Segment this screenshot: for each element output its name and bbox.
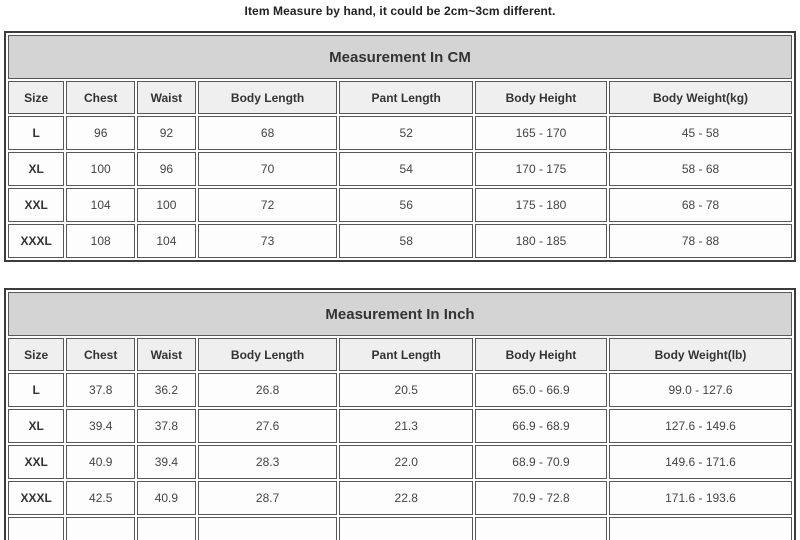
table-cell: 58 bbox=[339, 224, 473, 258]
table-cell bbox=[475, 517, 607, 540]
table-cell: 39.4 bbox=[66, 409, 135, 443]
column-header-body-height: Body Height bbox=[475, 338, 607, 371]
table-cell: 175 - 180 bbox=[475, 188, 607, 222]
table-cell: 127.6 - 149.6 bbox=[609, 409, 792, 443]
table-cell: 21.3 bbox=[339, 409, 473, 443]
table-cell: 100 bbox=[137, 188, 196, 222]
table-cell: 149.6 - 171.6 bbox=[609, 445, 792, 479]
table-cell: 171.6 - 193.6 bbox=[609, 481, 792, 515]
measure-disclaimer-text: Item Measure by hand, it could be 2cm~3cm different. bbox=[244, 4, 556, 18]
table-cell bbox=[66, 517, 135, 540]
table-cell: 40.9 bbox=[137, 481, 196, 515]
table-cell bbox=[8, 517, 64, 540]
inch-measurement-table bbox=[4, 288, 796, 540]
table-cell bbox=[198, 517, 338, 540]
size-label: L bbox=[8, 116, 64, 150]
table-cell: 54 bbox=[339, 152, 473, 186]
table-row bbox=[8, 188, 792, 222]
column-header-pant-length: Pant Length bbox=[339, 338, 473, 371]
table-cell: 26.8 bbox=[198, 373, 338, 407]
size-label: XL bbox=[8, 409, 64, 443]
size-label: XXXL bbox=[8, 481, 64, 515]
table-cell bbox=[137, 517, 196, 540]
table-cell: 68 - 78 bbox=[609, 188, 792, 222]
table-cell: 36.2 bbox=[137, 373, 196, 407]
table-row bbox=[8, 445, 792, 479]
table-cell: 68 bbox=[198, 116, 338, 150]
column-header-waist: Waist bbox=[137, 338, 196, 371]
table-title-row bbox=[8, 292, 792, 336]
cm-table-title: Measurement In CM bbox=[8, 35, 792, 79]
table-cell: 28.3 bbox=[198, 445, 338, 479]
column-header-size: Size bbox=[8, 338, 64, 371]
table-cell: 42.5 bbox=[66, 481, 135, 515]
table-cell: 165 - 170 bbox=[475, 116, 607, 150]
table-cell: 104 bbox=[137, 224, 196, 258]
table-cell: 92 bbox=[137, 116, 196, 150]
column-header-body-height: Body Height bbox=[475, 81, 607, 114]
table-cell: 100 bbox=[66, 152, 135, 186]
table-cell: 180 - 185 bbox=[475, 224, 607, 258]
column-header-body-weight: Body Weight(lb) bbox=[609, 338, 792, 371]
table-cell: 40.9 bbox=[66, 445, 135, 479]
table-row-cutoff bbox=[8, 517, 792, 540]
size-label: L bbox=[8, 373, 64, 407]
column-header-chest: Chest bbox=[66, 81, 135, 114]
table-cell: 58 - 68 bbox=[609, 152, 792, 186]
table-cell: 70 bbox=[198, 152, 338, 186]
table-row bbox=[8, 409, 792, 443]
column-header-pant-length: Pant Length bbox=[339, 81, 473, 114]
size-label: XXL bbox=[8, 445, 64, 479]
column-header-body-length: Body Length bbox=[198, 338, 338, 371]
table-cell: 37.8 bbox=[137, 409, 196, 443]
column-header-waist: Waist bbox=[137, 81, 196, 114]
table-row bbox=[8, 224, 792, 258]
table-cell bbox=[339, 517, 473, 540]
column-header-row bbox=[8, 81, 792, 114]
table-title-row bbox=[8, 35, 792, 79]
table-row bbox=[8, 373, 792, 407]
size-label: XL bbox=[8, 152, 64, 186]
cm-measurement-table bbox=[4, 31, 796, 262]
table-row bbox=[8, 152, 792, 186]
table-cell: 27.6 bbox=[198, 409, 338, 443]
column-header-body-length: Body Length bbox=[198, 81, 338, 114]
table-cell: 108 bbox=[66, 224, 135, 258]
table-cell: 70.9 - 72.8 bbox=[475, 481, 607, 515]
table-cell: 20.5 bbox=[339, 373, 473, 407]
table-cell: 22.8 bbox=[339, 481, 473, 515]
inch-table-title: Measurement In Inch bbox=[8, 292, 792, 336]
table-cell: 65.0 - 66.9 bbox=[475, 373, 607, 407]
table-cell: 99.0 - 127.6 bbox=[609, 373, 792, 407]
table-cell bbox=[609, 517, 792, 540]
table-cell: 45 - 58 bbox=[609, 116, 792, 150]
table-cell: 66.9 - 68.9 bbox=[475, 409, 607, 443]
table-cell: 96 bbox=[137, 152, 196, 186]
column-header-row bbox=[8, 338, 792, 371]
table-cell: 96 bbox=[66, 116, 135, 150]
table-cell: 37.8 bbox=[66, 373, 135, 407]
table-cell: 56 bbox=[339, 188, 473, 222]
table-cell: 73 bbox=[198, 224, 338, 258]
table-cell: 78 - 88 bbox=[609, 224, 792, 258]
table-cell: 22.0 bbox=[339, 445, 473, 479]
table-cell: 28.7 bbox=[198, 481, 338, 515]
table-row bbox=[8, 481, 792, 515]
size-label: XXL bbox=[8, 188, 64, 222]
column-header-chest: Chest bbox=[66, 338, 135, 371]
size-label: XXXL bbox=[8, 224, 64, 258]
table-cell: 104 bbox=[66, 188, 135, 222]
table-cell: 39.4 bbox=[137, 445, 196, 479]
column-header-size: Size bbox=[8, 81, 64, 114]
table-cell: 170 - 175 bbox=[475, 152, 607, 186]
column-header-body-weight: Body Weight(kg) bbox=[609, 81, 792, 114]
table-row bbox=[8, 116, 792, 150]
table-cell: 68.9 - 70.9 bbox=[475, 445, 607, 479]
table-cell: 72 bbox=[198, 188, 338, 222]
table-cell: 52 bbox=[339, 116, 473, 150]
